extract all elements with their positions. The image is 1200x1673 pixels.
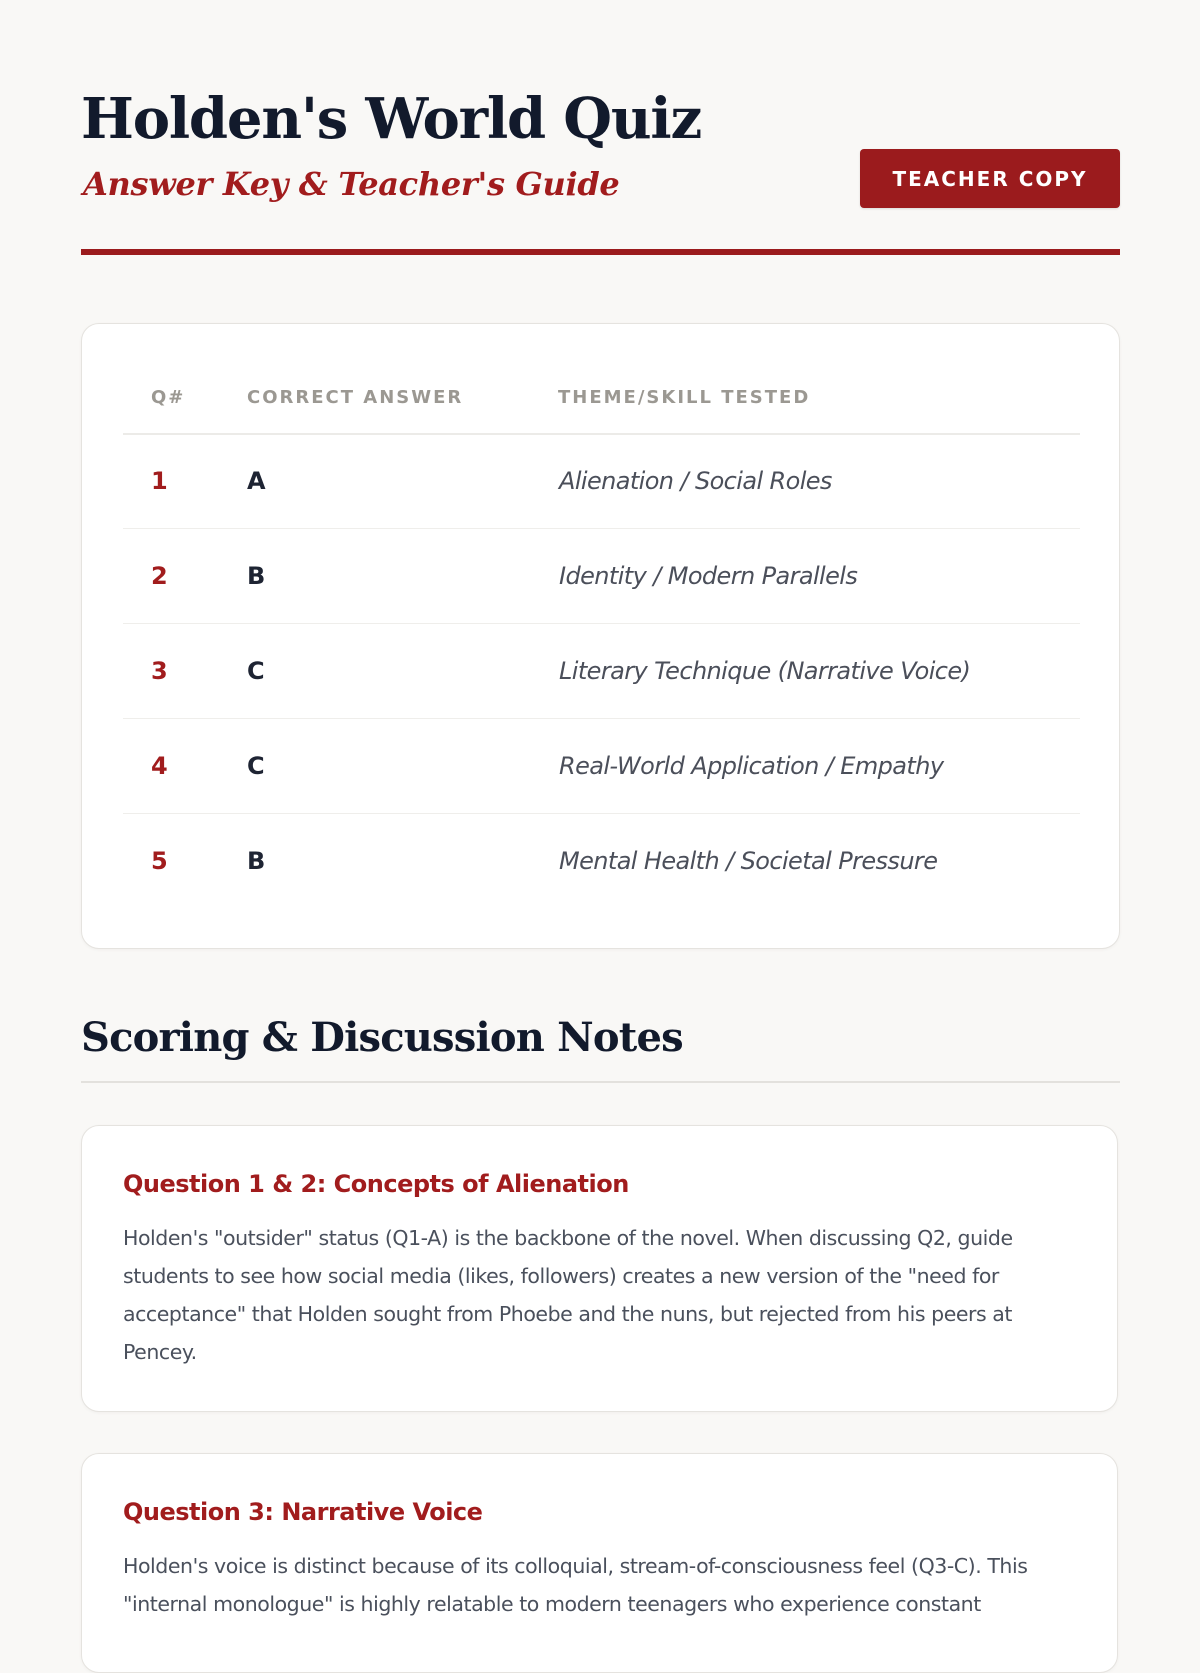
table-header-row (123, 379, 1080, 435)
column-header-answer: CORRECT ANSWER (247, 387, 464, 408)
table-row (123, 434, 1080, 529)
question-number: 1 (151, 467, 168, 495)
answer-key-table (81, 323, 1120, 949)
question-number: 4 (151, 752, 168, 780)
answer-key-page (81, 0, 1120, 1616)
table-row (123, 624, 1080, 719)
note-heading: Question 3: Narrative Voice (123, 1498, 483, 1526)
page-header (81, 78, 1120, 256)
note-body: Holden's voice is distinct because of its colloquial, stream-of-consciousness feel (Q3-C). This "internal monologue" is highly relatable to modern teenagers who experience constant (123, 1554, 1028, 1616)
correct-answer: A (247, 467, 266, 495)
discussion-note-card (81, 1453, 1118, 1673)
table-row (123, 814, 1080, 908)
note-body: Holden's "outsider" status (Q1-A) is the backbone of the novel. When discussing Q2, guide students to see how social media (likes, followers) creates a new version of the "need for acceptance" that Holden sought from Phoebe and the nuns, but rejected from his peers at Pencey. (123, 1226, 1013, 1364)
page-title: Holden's World Quiz (81, 86, 702, 152)
theme-skill: Identity / Modern Parallels (559, 562, 858, 590)
table-row (123, 719, 1080, 814)
correct-answer: C (247, 657, 265, 685)
question-number: 5 (151, 847, 168, 875)
column-header-question: Q# (151, 387, 186, 408)
question-number: 3 (151, 657, 168, 685)
theme-skill: Alienation / Social Roles (559, 467, 832, 495)
page-subtitle: Answer Key & Teacher's Guide (83, 165, 620, 203)
table-body (123, 434, 1080, 908)
theme-skill: Mental Health / Societal Pressure (559, 847, 938, 875)
correct-answer: C (247, 752, 265, 780)
question-number: 2 (151, 562, 168, 590)
correct-answer: B (247, 847, 266, 875)
header-divider (81, 249, 1120, 255)
teacher-copy-badge: TEACHER COPY (860, 149, 1120, 208)
table-row (123, 529, 1080, 624)
theme-skill: Literary Technique (Narrative Voice) (559, 657, 971, 685)
note-heading: Question 1 & 2: Concepts of Alienation (123, 1170, 629, 1198)
correct-answer: B (247, 562, 266, 590)
theme-skill: Real-World Application / Empathy (559, 752, 944, 780)
discussion-note-card (81, 1125, 1118, 1412)
notes-section-title: Scoring & Discussion Notes (81, 1014, 683, 1061)
section-divider (81, 1081, 1120, 1083)
column-header-theme: THEME/SKILL TESTED (558, 387, 811, 408)
